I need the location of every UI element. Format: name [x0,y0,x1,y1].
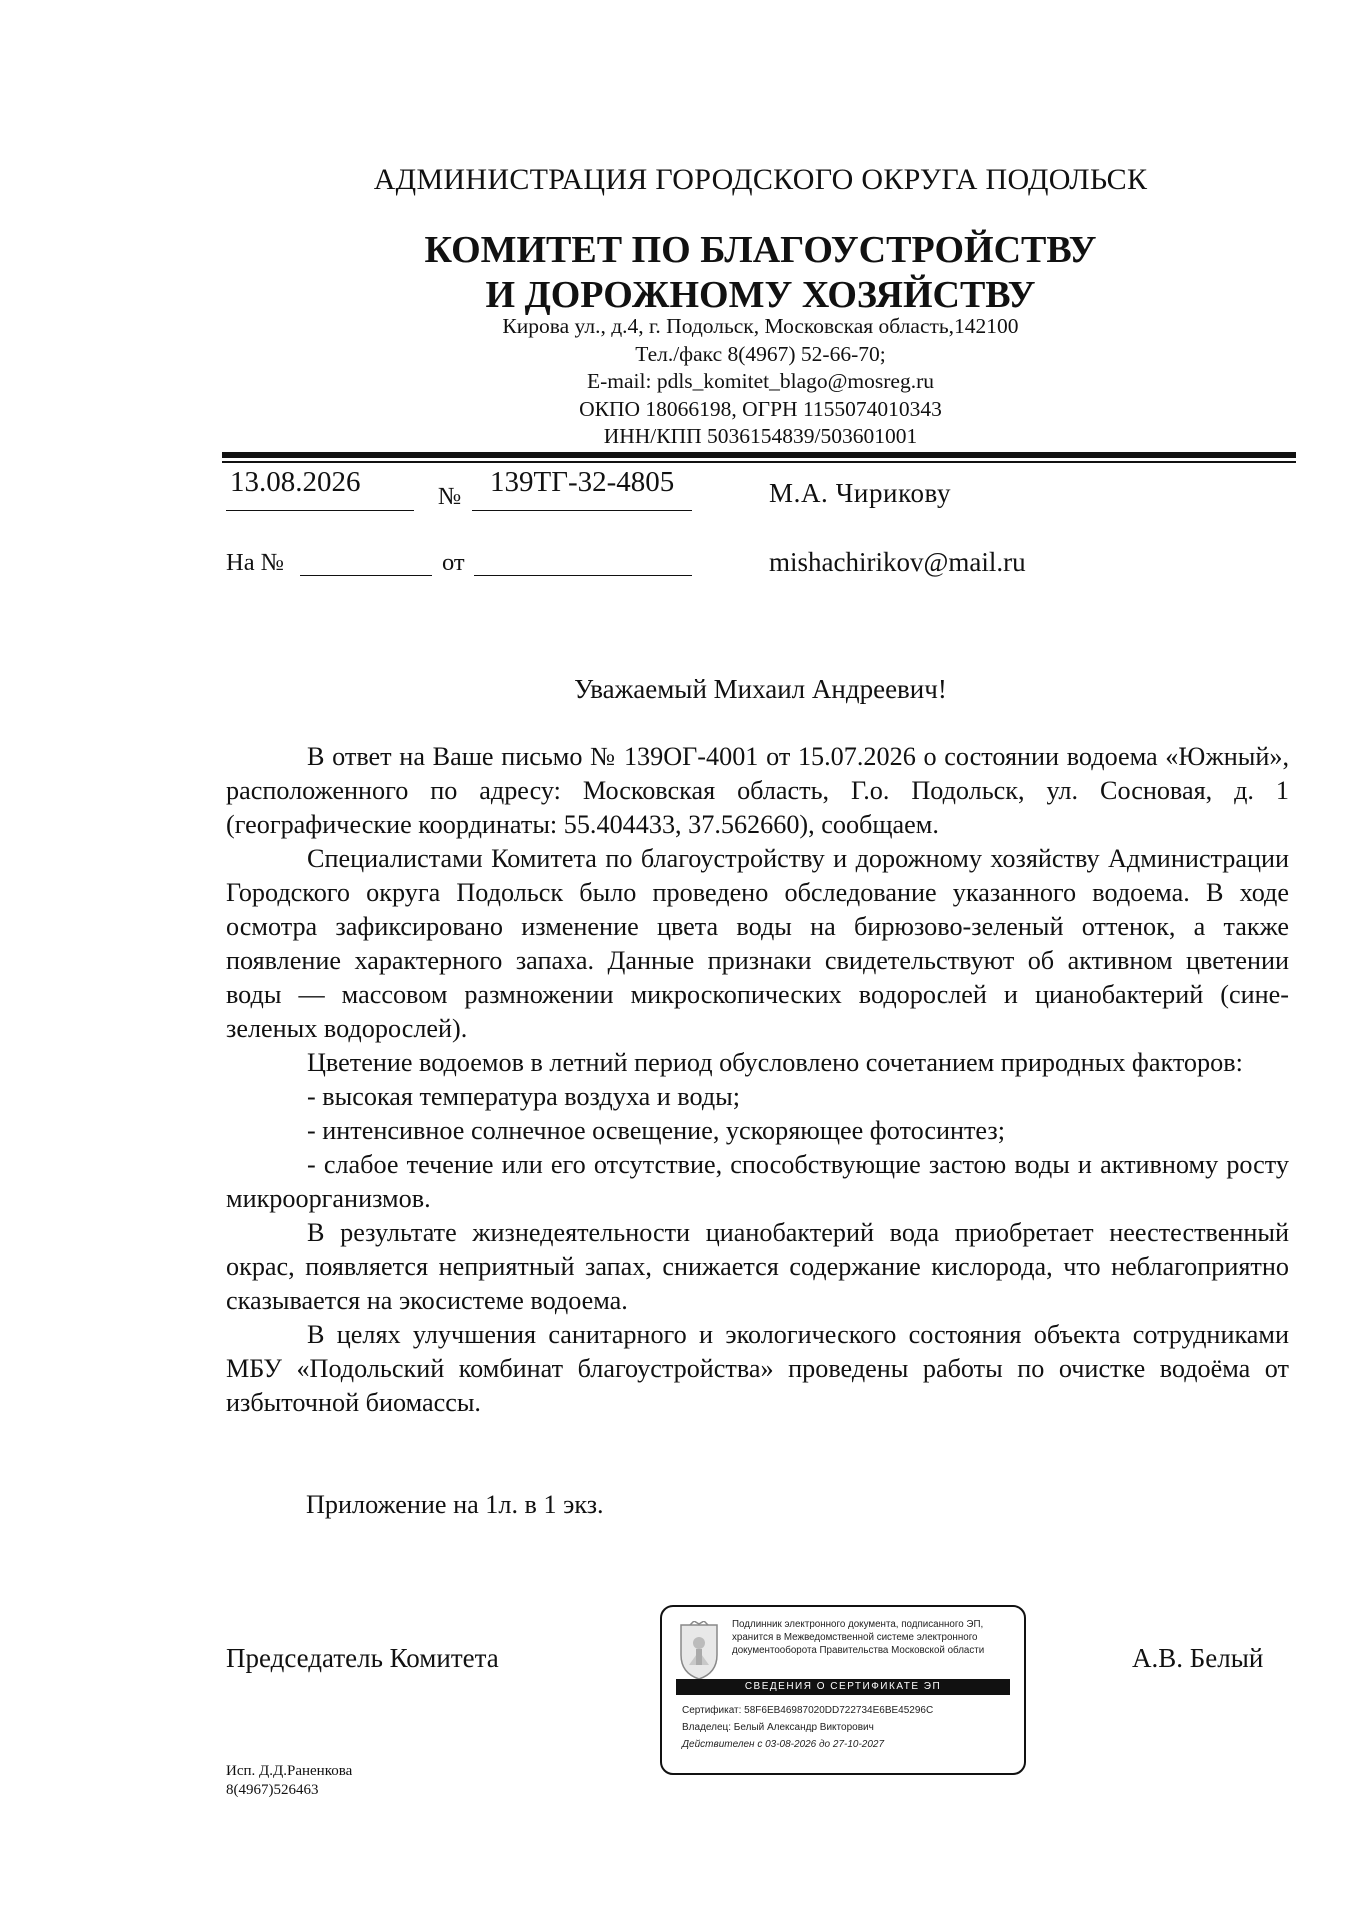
executor-block [226,1762,352,1800]
factor-item-temperature: - высокая температура воздуха и воды; [307,1082,741,1111]
certificate-validity: Действителен с 03-08-2026 до 27-10-2027 [682,1739,885,1750]
certificate-serial: Сертификат: 58F6EB46987020DD722734E6BE45296C [682,1705,934,1716]
greeting: Уважаемый Михаил Андреевич! [574,674,947,704]
date-field-line [226,510,414,511]
phone-fax: Тел./факс 8(4967) 52-66-70; [635,341,886,366]
recipient-email: mishachirikov@mail.ru [769,547,1026,577]
stamp-note [732,1618,1022,1657]
reply-to-label: На № [226,549,285,576]
paragraph-factors-intro: Цветение водоемов в летний период обусловлено сочетанием природных факторов: [307,1048,1243,1077]
moscow-region-coat-of-arms-icon [676,1621,722,1683]
certificate-details [682,1702,933,1753]
number-field-line [472,510,692,511]
certificate-info-bar: СВЕДЕНИЯ О СЕРТИФИКАТЕ ЭП [676,1679,1010,1695]
committee-name [0,228,1357,318]
outgoing-number: 139ТГ-32-4805 [490,466,675,498]
contact-block [0,313,1357,451]
administration-title: АДМИНИСТРАЦИЯ ГОРОДСКОГО ОКРУГА ПОДОЛЬСК [373,163,1148,196]
reply-from-label: от [442,549,465,576]
stamp-note-line: хранится в Межведомственной системе электронного [732,1632,978,1643]
paragraph-inspection: Специалистами Комитета по благоустройству и дорожному хозяйству Администрации Городского округа Подольск было проведено обследование указанного водоема. В ходе осмотра зафиксировано изменение цвета воды на бирюзово-зеленый оттенок, а также появление характерного запаха. Данные признаки свидетельствуют об активном цветении воды — массовом размножении микроскопических водорослей и цианобактерий (сине-зеленых водорослей). [226,844,1289,1043]
header-divider-thick [222,452,1296,458]
outgoing-date: 13.08.2026 [230,466,361,498]
stamp-note-line: документооборота Правительства Московской области [732,1645,985,1656]
executor-name: Исп. Д.Д.Раненкова [226,1763,353,1779]
signer-name: А.В. Белый [1132,1643,1264,1673]
header-divider-thin [222,461,1296,463]
paragraph-consequences: В результате жизнедеятельности цианобактерий вода приобретает неестественный окрас, появляется неприятный запах, снижается содержание кислорода, что неблагоприятно сказывается на экосистеме водоема. [226,1218,1289,1315]
certificate-owner: Владелец: Белый Александр Викторович [682,1722,874,1733]
address: Кирова ул., д.4, г. Подольск, Московская область,142100 [502,314,1019,338]
attachment-note: Приложение на 1л. в 1 экз. [306,1490,604,1519]
paragraph-actions: В целях улучшения санитарного и экологического состояния объекта сотрудниками МБУ «Подольский комбинат благоустройства» проведены работы по очистке водоёма от избыточной биомассы. [226,1320,1289,1417]
executor-phone: 8(4967)526463 [226,1782,319,1798]
stamp-note-line: Подлинник электронного документа, подписанного ЭП, [732,1619,984,1630]
factor-item-sunlight: - интенсивное солнечное освещение, ускоряющее фотосинтез; [307,1116,1005,1145]
reply-date-field-line [474,575,692,576]
email: E-mail: pdls_komitet_blago@mosreg.ru [586,369,935,393]
paragraph-reply: В ответ на Ваше письмо № 139ОГ-4001 от 15.07.2026 о состоянии водоема «Южный», расположенного по адресу: Московская область, Г.о. Подольск, ул. Сосновая, д. 1 (географические координаты: 55.404433, 37.562660), сообщаем. [226,742,1289,839]
signer-title: Председатель Комитета [226,1643,499,1673]
committee-name-line2: И ДОРОЖНОМУ ХОЗЯЙСТВУ [485,274,1036,316]
committee-name-line1: КОМИТЕТ ПО БЛАГОУСТРОЙСТВУ [424,229,1097,271]
inn-kpp: ИНН/КПП 5036154839/503601001 [603,424,918,448]
letter-body [226,740,1289,1420]
okpo-ogrn: ОКПО 18066198, ОГРН 1155074010343 [579,396,942,421]
reply-number-field-line [300,575,432,576]
e-signature-stamp [660,1605,1026,1775]
recipient-name: М.А. Чирикову [769,478,952,508]
number-sign: № [438,483,462,510]
factor-item-current: - слабое течение или его отсутствие, способствующие застою воды и активному росту микроорганизмов. [226,1150,1289,1213]
